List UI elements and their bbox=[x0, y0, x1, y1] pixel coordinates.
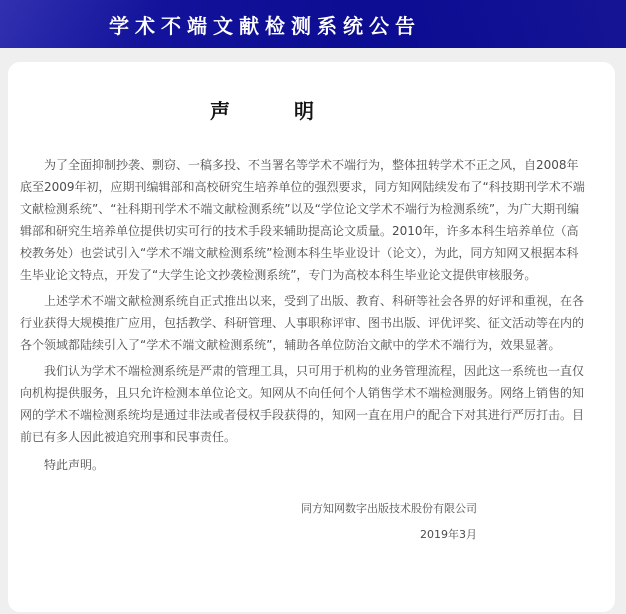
statement-document bbox=[8, 62, 615, 612]
statement-paragraph-3: 我们认为学术不端检测系统是严肃的管理工具，只可用于机构的业务管理流程，因此这一系统也一直仅向机构提供服务，且只允许检测本单位论文。知网从不向任何个人销售学术不端检测服务。网络上销售的知网的学术不端检测系统均是通过非法或者侵权手段获得的，知网一直在用户的配合下对其进行严厉打击。目前已有多人因此被追究刑事和民事责任。 bbox=[20, 364, 585, 444]
signature-company: 同方知网数字出版技术股份有限公司 bbox=[301, 502, 477, 515]
statement-closing: 特此声明。 bbox=[44, 458, 105, 472]
statement-paragraph-2: 上述学术不端文献检测系统自正式推出以来，受到了出版、教育、科研等社会各界的好评和重视，在各行业获得大规模推广应用，包括教学、科研管理、人事职称评审、图书出版、评优评奖、征文活动等在内的各个领域都陆续引入了“学术不端文献检测系统”，辅助各单位防治文献中的学术不端行为，效果显著。 bbox=[20, 294, 585, 352]
statement-paragraph-1: 为了全面抑制抄袭、剽窃、一稿多投、不当署名等学术不端行为，整体扭转学术不正之风，自2008年底至2009年初，应期刊编辑部和高校研究生培养单位的强烈要求，同方知网陆续发布了“科技期刊学术不端文献检测系统”、“社科期刊学术不端文献检测系统”以及“学位论文学术不端行为检测系统”，为广大期刊编辑部和研究生培养单位提供切实可行的技术手段来辅助提高论文质量。2010年，许多本科生培养单位（高校教务处）也尝试引入“学术不端文献检测系统”检测本科生毕业设计（论文），为此，同方知网又根据本科生毕业论文特点，开发了“大学生论文抄袭检测系统”，专门为高校本科生毕业论文提供审核服务。 bbox=[20, 158, 585, 282]
statement-title: 声 明 bbox=[210, 99, 315, 123]
page-title: 学术不端文献检测系统公告 bbox=[109, 13, 421, 38]
announcement-header bbox=[0, 0, 626, 48]
signature-block bbox=[20, 496, 585, 548]
signature-date: 2019年3月 bbox=[420, 528, 477, 541]
